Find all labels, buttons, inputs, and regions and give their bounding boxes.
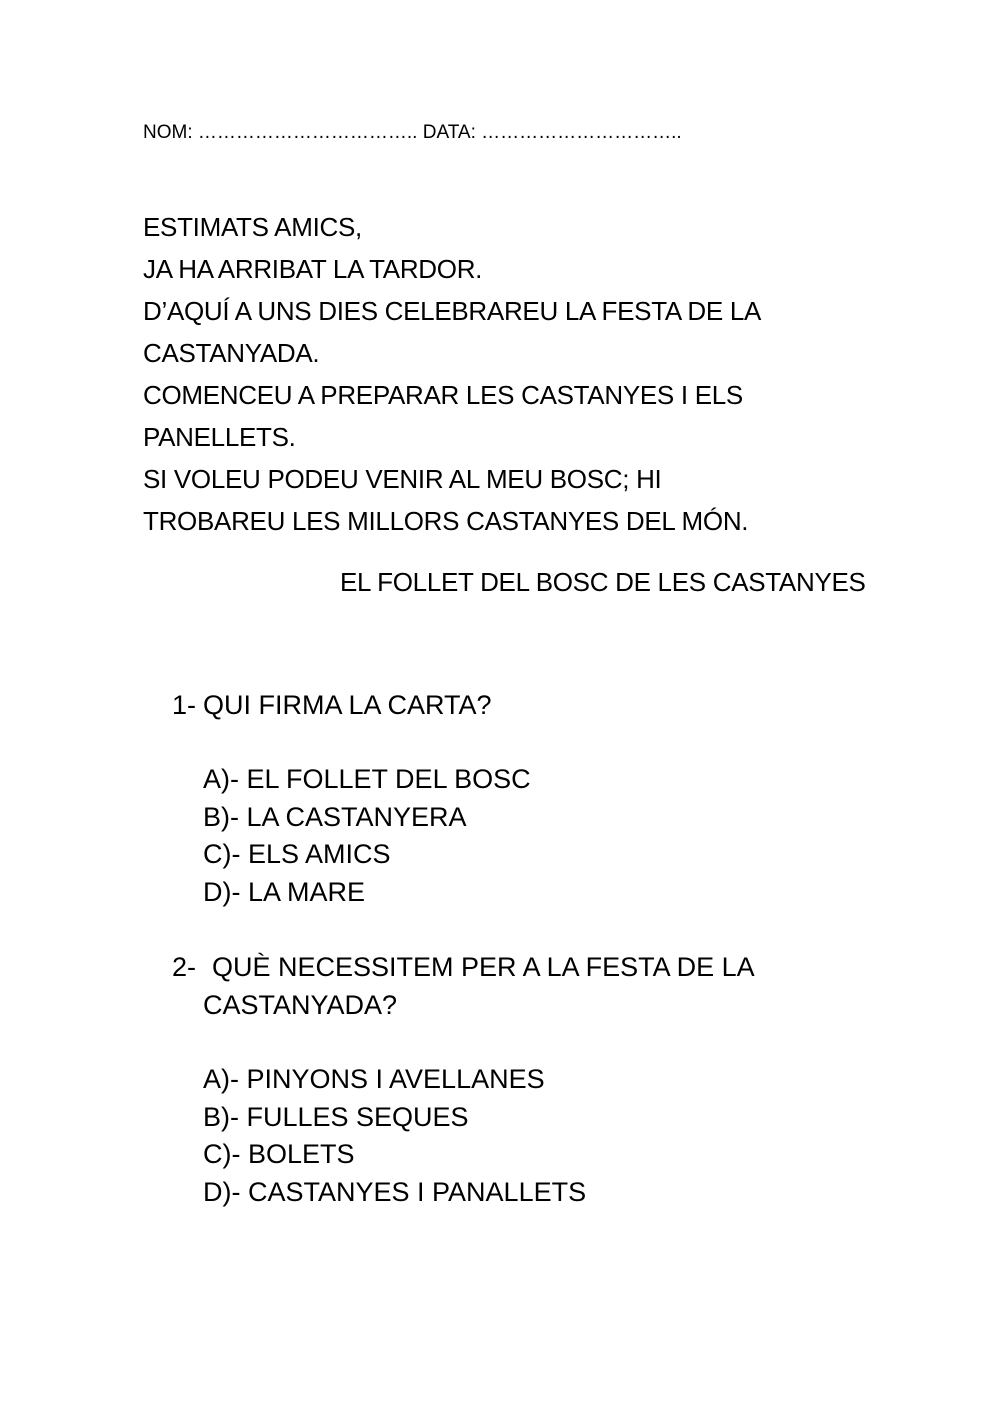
question-text: QUI FIRMA LA CARTA? — [203, 690, 492, 720]
letter-line: PANELLETS. — [143, 422, 296, 452]
answer-option-c[interactable]: C)- ELS AMICS — [203, 839, 391, 869]
letter-line: TROBAREU LES MILLORS CASTANYES DEL MÓN. — [143, 506, 749, 536]
answer-option-b[interactable]: B)- FULLES SEQUES — [203, 1102, 469, 1132]
name-label: NOM: — [143, 122, 193, 143]
answer-option-b[interactable]: B)- LA CASTANYERA — [203, 802, 467, 832]
letter-line: SI VOLEU PODEU VENIR AL MEU BOSC; HI — [143, 464, 662, 494]
date-label: DATA: — [422, 122, 476, 143]
letter-line: COMENCEU A PREPARAR LES CASTANYES I ELS — [143, 380, 743, 410]
answer-option-a[interactable]: A)- EL FOLLET DEL BOSC — [203, 764, 531, 794]
letter-signature: EL FOLLET DEL BOSC DE LES CASTANYES — [340, 567, 866, 597]
letter-line: D’AQUÍ A UNS DIES CELEBRAREU LA FESTA DE LA — [143, 296, 762, 326]
letter-line: ESTIMATS AMICS, — [143, 212, 362, 242]
answer-option-c[interactable]: C)- BOLETS — [203, 1139, 355, 1169]
question-number: 2- — [172, 952, 197, 982]
question-number: 1- — [172, 690, 197, 720]
name-date-header — [143, 121, 682, 145]
date-field-dots[interactable]: ………………………….. — [481, 122, 682, 143]
answer-option-d[interactable]: D)- LA MARE — [203, 877, 366, 907]
question-text-continued: CASTANYADA? — [203, 990, 398, 1020]
question-text: QUÈ NECESSITEM PER A LA FESTA DE LA — [212, 952, 755, 982]
answer-option-a[interactable]: A)- PINYONS I AVELLANES — [203, 1064, 545, 1094]
answer-option-d[interactable]: D)- CASTANYES I PANALLETS — [203, 1177, 587, 1207]
name-field-dots[interactable]: …………………………….. — [197, 122, 418, 143]
letter-line: JA HA ARRIBAT LA TARDOR. — [143, 254, 483, 284]
letter-line: CASTANYADA. — [143, 338, 320, 368]
